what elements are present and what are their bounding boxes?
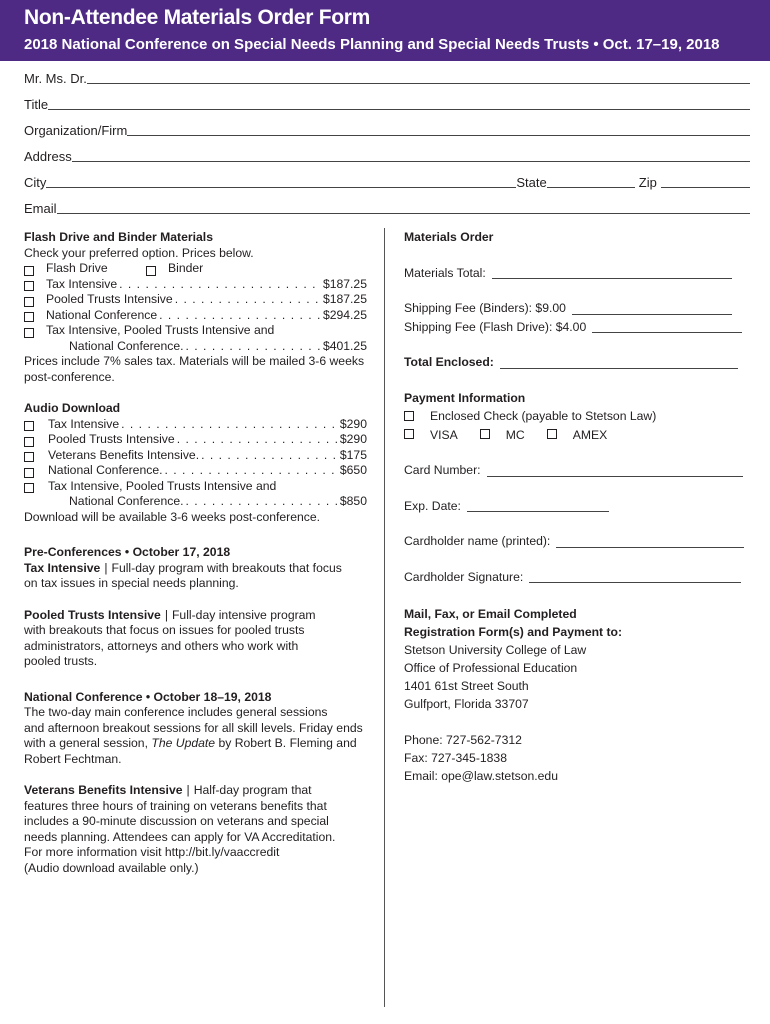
audio-item-combo-line2	[24, 494, 367, 510]
audio-tax-checkbox[interactable]	[24, 421, 34, 431]
shipping-flash-field[interactable]	[592, 320, 742, 333]
audio-item-national	[24, 463, 367, 479]
item-name: Pooled Trusts Intensive	[46, 292, 173, 306]
email-field[interactable]	[57, 199, 750, 214]
city-field[interactable]	[46, 173, 516, 188]
audio-pooled-checkbox[interactable]	[24, 437, 34, 447]
flash-item-pooled	[24, 292, 367, 308]
email-label: Email	[24, 201, 57, 216]
organization-row	[24, 120, 750, 138]
flash-item-tax	[24, 277, 367, 293]
item-price: $290	[339, 416, 367, 431]
flash-item-national	[24, 308, 367, 324]
audio-heading: Audio Download	[24, 401, 121, 415]
item-price: $401.25	[322, 338, 367, 353]
flash-instruction: Check your preferred option. Prices below.	[24, 245, 254, 260]
state-field[interactable]	[547, 173, 635, 188]
audio-item-combo	[24, 479, 367, 495]
item-price: $290	[339, 432, 367, 446]
tax-title: Tax Intensive	[24, 560, 101, 575]
item-name: Tax Intensive, Pooled Trusts Intensive and	[46, 323, 275, 337]
left-column: Flash Drive and Binder Materials Check your preferred option. Prices below. Flash Drive Binder Tax Intensive . . . $187.25 Pooled Trusts Intensive . . . $187.25 National Conference . . . $294.25 Tax Intensive, Pooled Trusts Intensive and National Conference. . . . $401.25 Prices include 7% sales tax. Materials will be mailed 3-6 weeks post-conference. Audio Download Tax Intensive . . . $290 Pooled Trusts Intensive . . . $290 Veterans Benefits Intensive. . . . $175 National Conference. . . . $650 Tax Intensive, Pooled Trusts Intensive and National Conference. . . . $850 Download will be available 3-6 weeks post-conference. Pre-Conferences • October 17, 2018 Tax Intensive | Full-day program with breakouts that focus on tax issues in special needs planning. Pooled Trusts Intensive | Full-day intensive program with breakouts that focus on issues for pooled trusts administrators, attorneys and others who work with pooled trusts. National Conference • October 18–19, 2018 The two-day main conference includes general sessions and afternoon breakout sessions for all skill levels. Friday ends with a general session, The Update by Robert B. Fleming and Robert Fechtman. Veterans Benefits Intensive | Half-day program that features three hours of training on veterans benefits that includes a 90-minute discussion on veterans and special needs planning. Attendees can apply for VA Accreditation. For more information visit http://bit.ly/vaaccredit (Audio download available only.)	[24, 230, 367, 876]
flash-heading: Flash Drive and Binder Materials	[24, 230, 213, 244]
preconf-heading: Pre-Conferences • October 17, 2018	[24, 545, 231, 559]
item-name: Tax Intensive	[46, 276, 118, 291]
mail-address-line: 1401 61st Street South	[404, 679, 529, 693]
format-options	[24, 261, 367, 277]
flash-tax-checkbox[interactable]	[24, 281, 34, 291]
name-field[interactable]	[87, 69, 750, 84]
address-label: Address	[24, 149, 72, 164]
check-checkbox[interactable]	[404, 411, 414, 421]
mail-address-line: Gulfport, Florida 33707	[404, 697, 529, 711]
item-price: $850	[339, 494, 367, 508]
item-name: Veterans Benefits Intensive.	[48, 447, 200, 462]
mail-heading: Mail, Fax, or Email Completed	[404, 607, 577, 621]
veterans-description: Veterans Benefits Intensive | Half-day program that	[24, 783, 312, 797]
audio-note: Download will be available 3-6 weeks post-conference.	[24, 509, 321, 524]
fax-number: Fax: 727-345-1838	[404, 751, 507, 765]
flash-pooled-checkbox[interactable]	[24, 297, 34, 307]
title-row	[24, 94, 750, 112]
card-number-field[interactable]	[487, 464, 743, 477]
organization-label: Organization/Firm	[24, 123, 128, 138]
item-price: $294.25	[322, 307, 367, 322]
item-name: Pooled Trusts Intensive	[48, 432, 175, 446]
item-price: $187.25	[322, 276, 367, 291]
organization-field[interactable]	[127, 121, 750, 136]
flash-national-checkbox[interactable]	[24, 312, 34, 322]
column-divider	[384, 228, 385, 1007]
materials-total-field[interactable]	[492, 266, 732, 279]
address-row	[24, 146, 750, 164]
audio-combo-checkbox[interactable]	[24, 483, 34, 493]
binder-label: Binder	[168, 261, 204, 275]
zip-label: Zip	[638, 175, 657, 190]
item-name: National Conference.	[69, 494, 184, 508]
email-row	[24, 198, 750, 216]
flash-drive-label: Flash Drive	[46, 261, 108, 275]
contact-email: Email: ope@law.stetson.edu	[404, 769, 558, 783]
order-heading: Materials Order	[404, 230, 494, 244]
form-title: Non-Attendee Materials Order Form	[24, 6, 370, 29]
audio-item-tax	[24, 417, 367, 433]
item-name: Tax Intensive, Pooled Trusts Intensive and	[48, 478, 277, 493]
card-type-options: VISA MC AMEX	[404, 428, 744, 444]
visa-checkbox[interactable]	[404, 429, 414, 439]
phone-number: Phone: 727-562-7312	[404, 733, 522, 747]
item-name: National Conference.	[48, 463, 163, 477]
mail-address-line: Stetson University College of Law	[404, 643, 587, 657]
state-label: State	[516, 175, 547, 190]
card-number-row: Card Number:	[404, 463, 744, 479]
amex-checkbox[interactable]	[547, 429, 557, 439]
exp-date-field[interactable]	[467, 499, 609, 512]
national-heading: National Conference • October 18–19, 2018	[24, 689, 272, 704]
mc-checkbox[interactable]	[480, 429, 490, 439]
item-name: National Conference.	[69, 338, 184, 353]
city-row	[24, 172, 750, 190]
header-banner	[0, 0, 770, 61]
pooled-title: Pooled Trusts Intensive	[24, 607, 161, 622]
shipping-binders-field[interactable]	[572, 302, 732, 315]
exp-date-row: Exp. Date:	[404, 499, 744, 515]
flash-note-1: Prices include 7% sales tax. Materials will be mailed 3-6 weeks	[24, 354, 365, 368]
mail-address-line: Office of Professional Education	[404, 661, 578, 675]
cardholder-name-field[interactable]	[556, 535, 744, 548]
cardholder-signature-field[interactable]	[529, 570, 741, 583]
item-price: $187.25	[322, 292, 367, 306]
right-column	[404, 230, 744, 785]
flash-item-combo-line2	[24, 339, 367, 355]
audio-item-pooled	[24, 432, 367, 448]
mail-info: Mail, Fax, or Email Completed Registration Form(s) and Payment to: Stetson University College of Law Office of Professional Education 1401 61st Street South Gulfport, Florida 33707 Phone: 727-562-7312 Fax: 727-345-1838 Email: ope@law.stetson.edu	[404, 605, 744, 785]
flash-drive-checkbox[interactable]	[24, 266, 34, 276]
salutation-row	[24, 68, 750, 86]
veterans-title: Veterans Benefits Intensive	[24, 783, 183, 797]
pooled-description: Pooled Trusts Intensive | Full-day intensive program	[24, 607, 316, 622]
tax-description: Tax Intensive | Full-day program with breakouts that focus	[24, 560, 342, 575]
flash-item-combo	[24, 323, 367, 339]
flash-note-2: post-conference.	[24, 369, 115, 384]
update-session-title: The Update	[151, 736, 216, 750]
total-enclosed-row: Total Enclosed:	[404, 355, 744, 371]
address-field[interactable]	[72, 147, 750, 162]
shipping-binders-row: Shipping Fee (Binders): $9.00	[404, 301, 744, 317]
audio-national-checkbox[interactable]	[24, 468, 34, 478]
zip-field[interactable]	[661, 173, 750, 188]
payment-heading: Payment Information	[404, 390, 526, 405]
check-option: Enclosed Check (payable to Stetson Law)	[404, 409, 744, 425]
item-name: Tax Intensive	[48, 416, 120, 431]
title-label: Title	[24, 97, 49, 112]
item-name: National Conference	[46, 307, 158, 322]
shipping-flash-row: Shipping Fee (Flash Drive): $4.00	[404, 320, 744, 336]
audio-veterans-checkbox[interactable]	[24, 452, 34, 462]
salutation-label: Mr. Ms. Dr.	[24, 71, 87, 86]
flash-combo-checkbox[interactable]	[24, 328, 34, 338]
city-label: City	[24, 175, 47, 190]
cardholder-signature-row: Cardholder Signature:	[404, 570, 744, 586]
item-price: $650	[339, 463, 367, 477]
item-price: $175	[339, 447, 367, 462]
audio-item-veterans	[24, 448, 367, 464]
form-subtitle: 2018 National Conference on Special Needs Planning and Special Needs Trusts • Oct. 17–19, 2018	[24, 36, 720, 53]
binder-checkbox[interactable]	[146, 266, 156, 276]
cardholder-name-row: Cardholder name (printed):	[404, 534, 744, 550]
total-enclosed-field[interactable]	[500, 356, 738, 369]
title-field[interactable]	[48, 95, 750, 110]
materials-total-row: Materials Total:	[404, 266, 744, 282]
